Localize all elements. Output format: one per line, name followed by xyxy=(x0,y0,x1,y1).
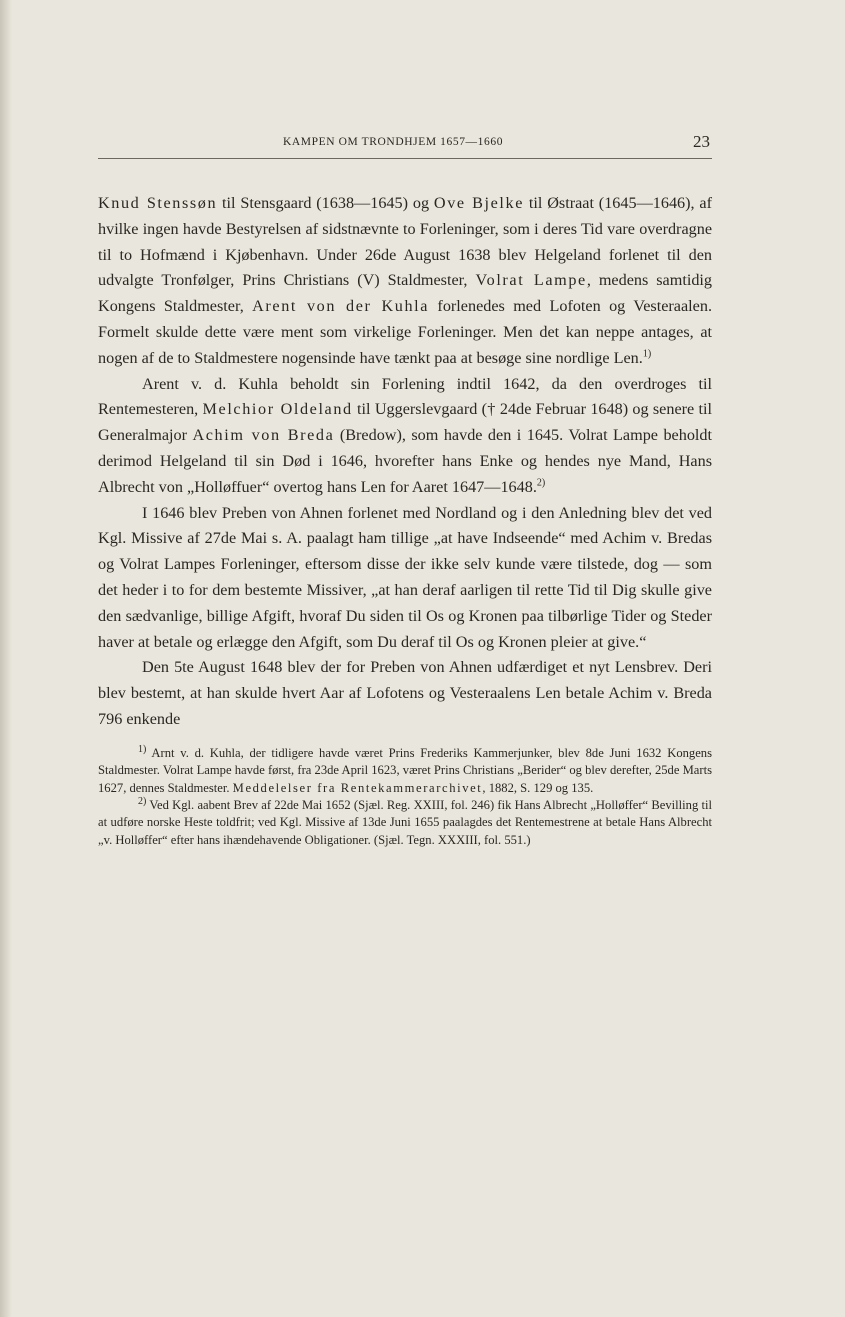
paragraph-3: I 1646 blev Preben von Ahnen forlenet med Nordland og i den Anledning blev det ved Kgl. Missive af 27de Mai s. A. paalagt ham tillige „at have Indseende“ med Achim v. Bredas og Volrat Lampes Forleninger, eftersom disse der ikke selv kunde være tilstede, dog — som det heder i to for dem bestemte Missiver, „at han deraf aarligen til rette Tid til Dig skulle give den sædvanlige, billige Afgift, hvoraf Du siden til Os og Kronen paa tilbørlige Tider og Steder haver at betale og erlægge den Afgift, som Du deraf til Os og Kronen pleier at give.“ xyxy=(98,503,712,651)
name-achim-von-breda: Achim von Breda xyxy=(192,426,335,445)
footnotes xyxy=(98,745,712,849)
running-title: KAMPEN OM TRONDHJEM 1657—1660 xyxy=(283,136,504,148)
text-run: , medens samtidig Kongens Staldmester, xyxy=(98,271,713,316)
footnote-marker-1: 1) xyxy=(138,743,147,755)
footnote-ref-1[interactable]: 1) xyxy=(642,348,652,360)
name-arent-von-der-kuhla: Arent von der Kuhla xyxy=(252,297,430,316)
body-text xyxy=(98,191,712,733)
name-melchior-oldeland: Melchior Oldeland xyxy=(202,400,353,419)
book-page xyxy=(98,128,712,849)
name-volrat-lampe: Volrat Lampe xyxy=(475,271,587,290)
paragraph-1 xyxy=(98,191,712,372)
footnote-ref-2[interactable]: 2) xyxy=(536,477,546,489)
footnote-marker-2: 2) xyxy=(138,795,147,807)
footnote-2 xyxy=(98,797,712,849)
paragraph-2 xyxy=(98,372,712,501)
text-run: Arent v. d. Kuhla beholdt sin Forlening indtil 1642, da den overdroges til Rentemesteren, xyxy=(98,374,712,419)
page-number: 23 xyxy=(693,132,710,151)
name-ove-bjelke: Ove Bjelke xyxy=(433,194,524,212)
source-title: Meddelelser fra Rentekammerarchivet xyxy=(232,780,483,795)
text-run: (Bredow), som havde den i 1645. Volrat Lampe beholdt derimod Helgeland til sin Død i 1646, hvorefter hans Enke og hendes nye Mand, Hans Albrecht von „Holløffuer“ overtog hans Len for Aaret 1647—1648. xyxy=(98,426,712,496)
paragraph-4: Den 5te August 1648 blev der for Preben von Ahnen udfærdiget et nyt Lensbrev. Deri blev bestemt, at han skulde hvert Aar af Lofotens og Vesteraalens Len betale Achim v. Breda 796 enkende xyxy=(98,658,712,728)
text-run: til Stensgaard (1638—1645) og xyxy=(217,194,434,212)
text-run: forlenedes med Lofoten og Vesteraalen. Formelt skulde dette være ment som virkelige Forleninger. Men det kan neppe antages, at nogen af de to Staldmestere nogensinde have tænkt paa at besøge sine nordlige Len. xyxy=(98,297,712,367)
text-run: til Østraat (1645—1646), af hvilke ingen havde Bestyrelsen af sidstnævnte to Forleninger, som i deres Tid vare overdragne til to Hofmænd i Kjøbenhavn. Under 26de August 1638 blev Helgeland forlenet til den udvalgte Tronfølger, Prins Christians (V) Staldmester, xyxy=(98,194,712,290)
text-run: Arnt v. d. Kuhla, der tidligere havde været Prins Frederiks Kammerjunker, blev 8de Juni 1632 Kongens Staldmester. Volrat Lampe havde først, fra 23de April 1623, været Prins Christians „Berider“ og blev derefter, 25de Marts 1627, dennes Staldmester. xyxy=(98,745,712,795)
book-spine-shadow xyxy=(0,0,12,1317)
text-run: til Uggerslevgaard († 24de Februar 1648) og senere til Generalmajor xyxy=(98,400,713,445)
name-knud-stenssoen: Knud Stenssøn xyxy=(98,194,218,212)
footnote-1 xyxy=(98,745,712,797)
text-run: , 1882, S. 129 og 135. xyxy=(482,780,594,795)
text-run: Ved Kgl. aabent Brev af 22de Mai 1652 (Sjæl. Reg. XXIII, fol. 246) fik Hans Albrecht „Holløffer“ Bevilling til at udføre norske Heste toldfrit; ved Kgl. Missive af 13de Juni 1655 paalagdes det Rentemestrene at betale Hans Albrecht „v. Holløffer“ efter hans ihændehavende Obligationer. (Sjæl. Tegn. XXXIII, fol. 551.) xyxy=(98,797,712,847)
running-header xyxy=(98,128,712,159)
